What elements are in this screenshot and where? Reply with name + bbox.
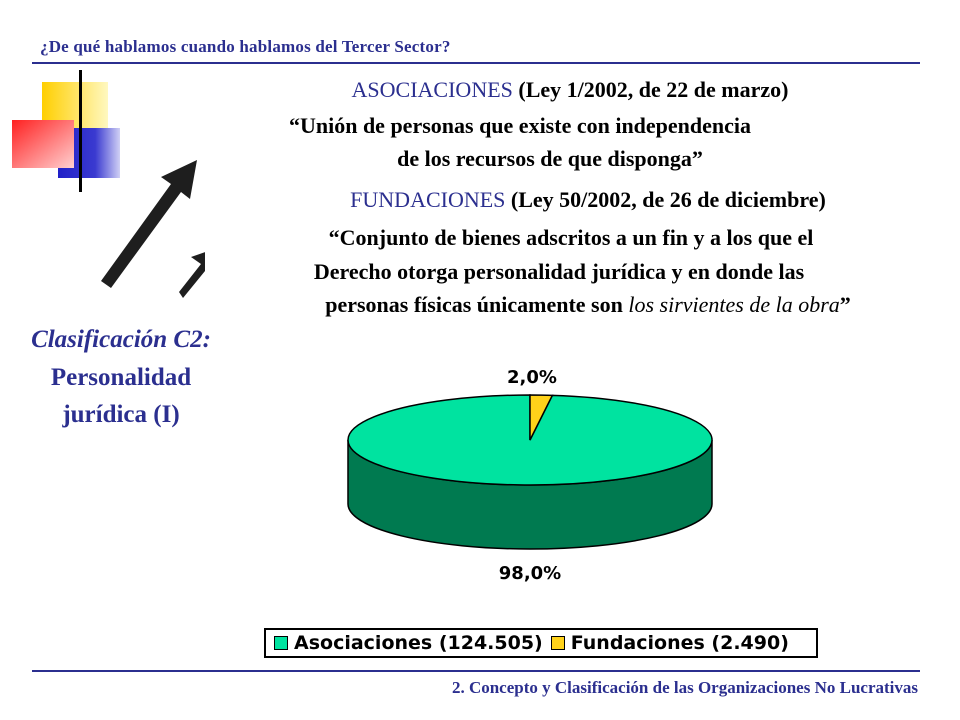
fundaciones-def-text: personas físicas únicamente son [325,292,629,317]
asociaciones-name: ASOCIACIONES [351,77,513,102]
legend-swatch-fundaciones [551,636,565,650]
fundaciones-definition-line2: Derecho otorga personalidad jurídica y en donde las [313,259,805,284]
fundaciones-def-italic: los sirvientes de la obra [628,292,840,317]
classification-subtitle-1: Personalidad [50,364,192,391]
header-divider [32,62,920,64]
pie-chart [330,355,760,585]
footer-divider [32,670,920,672]
fundaciones-definition-line3 [200,292,960,318]
fundaciones-name: FUNDACIONES [350,187,506,212]
fundaciones-title [200,187,960,213]
legend-swatch-asociaciones [274,636,288,650]
arrow-up-right-icon [85,150,205,320]
pie-label-asociaciones: 98,0% [498,563,562,584]
legend-label-fundaciones: Fundaciones (2.490) [570,632,789,654]
pie-label-fundaciones: 2,0% [507,367,557,388]
classification-subtitle-2: jurídica (I) [62,401,180,428]
fundaciones-definition-line1: “Conjunto de bienes adscritos a un fin y a los que el [328,225,814,250]
chart-legend [264,628,818,658]
fundaciones-def-close: ” [839,292,851,317]
page-footer: 2. Concepto y Clasificación de las Organizaciones No Lucrativas [451,678,918,697]
asociaciones-law: (Ley 1/2002, de 22 de marzo) [518,77,789,102]
page-header: ¿De qué hablamos cuando hablamos del Tercer Sector? [40,37,451,56]
fundaciones-law: (Ley 50/2002, de 26 de diciembre) [510,187,826,212]
asociaciones-title [220,77,920,103]
classification-title: Clasificación C2: [31,326,211,353]
legend-label-asociaciones: Asociaciones (124.505) [294,632,543,654]
asociaciones-definition-line1: “Unión de personas que existe con independencia [288,113,752,138]
asociaciones-definition-line2: de los recursos de que disponga” [397,146,703,171]
